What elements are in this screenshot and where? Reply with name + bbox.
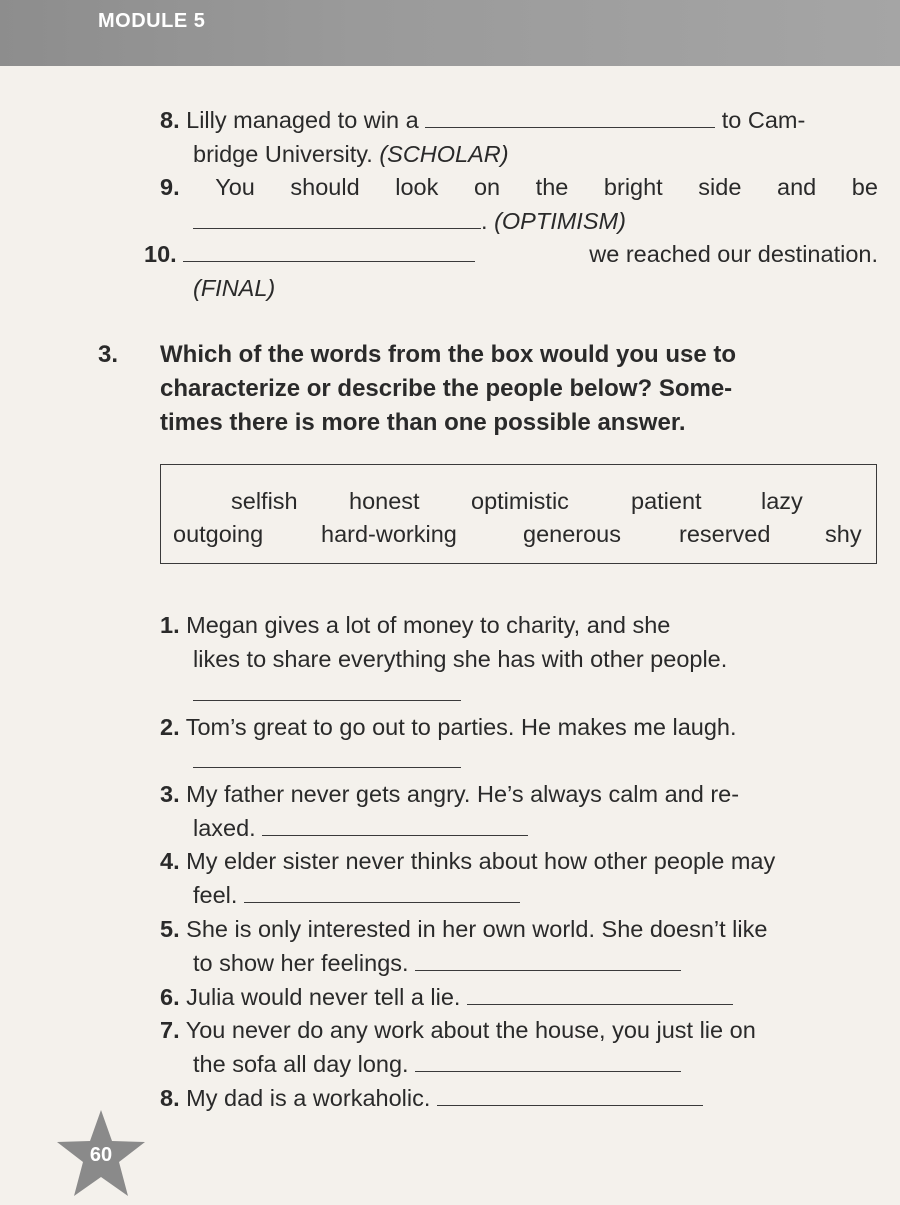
word-option: reserved <box>679 521 771 547</box>
word-option: outgoing <box>173 521 264 547</box>
word-option: hard-working <box>321 521 457 547</box>
answer-blank[interactable] <box>193 680 461 701</box>
word-option: lazy <box>761 488 803 514</box>
answer-blank[interactable] <box>193 747 461 768</box>
item-4-line2: feel. <box>193 881 520 909</box>
answer-blank[interactable] <box>262 815 528 836</box>
answer-blank[interactable] <box>415 950 681 971</box>
item-4-line1: 4. My elder sister never thinks about how other people may <box>160 848 776 874</box>
item-1-line2: likes to share everything she has with other people. <box>193 646 728 672</box>
word-option: optimistic <box>471 488 569 514</box>
task-heading-line3: times there is more than one possible answer. <box>160 409 686 436</box>
answer-blank[interactable] <box>425 107 715 128</box>
item-2-line1: 2. Tom’s great to go out to parties. He makes me laugh. <box>160 714 737 740</box>
item-7-line2: the sofa all day long. <box>193 1050 681 1078</box>
item-2-line2 <box>193 746 461 774</box>
prev-item-10-hint: (FINAL) <box>193 275 276 301</box>
item-3-line2: laxed. <box>193 814 528 842</box>
word-option: patient <box>631 488 702 514</box>
item-6-line1: 6. Julia would never tell a lie. <box>160 983 733 1011</box>
item-5-line2: to show her feelings. <box>193 949 681 977</box>
item-3-line1: 3. My father never gets angry. He’s always calm and re- <box>160 781 740 807</box>
item-7-line1: 7. You never do any work about the house, you just lie on <box>160 1017 756 1043</box>
word-option: shy <box>825 521 862 547</box>
word-option: generous <box>523 521 621 547</box>
prev-item-8-line1: 8. Lilly managed to win a to Cam- <box>160 107 806 133</box>
page-number-star <box>54 1108 148 1200</box>
answer-blank[interactable] <box>183 241 475 262</box>
item-1-line3 <box>193 679 461 707</box>
answer-blank[interactable] <box>467 984 733 1005</box>
page-number: 60 <box>89 1144 113 1166</box>
header-bar <box>0 0 900 66</box>
word-box <box>160 464 877 564</box>
task-heading-line2: characterize or describe the people below? Some- <box>160 375 733 402</box>
answer-blank[interactable] <box>437 1085 703 1106</box>
prev-item-10-line1: 10. we reached our destination. <box>144 241 878 267</box>
item-8-line1: 8. My dad is a workaholic. <box>160 1084 703 1112</box>
task-heading-line1: Which of the words from the box would you use to <box>160 341 736 368</box>
answer-blank[interactable] <box>415 1051 681 1072</box>
item-1-line1: 1. Megan gives a lot of money to charity, and she <box>160 612 671 638</box>
answer-blank[interactable] <box>193 208 481 229</box>
word-option: honest <box>349 488 420 514</box>
word-option: selfish <box>231 488 298 514</box>
task-number: 3. <box>98 341 119 368</box>
prev-item-9-line1: 9. You should look on the bright side and be <box>160 174 878 200</box>
prev-item-8-line2: bridge University. (SCHOLAR) <box>193 141 509 167</box>
item-5-line1: 5. She is only interested in her own world. She doesn’t like <box>160 916 768 942</box>
prev-item-9-line2: . (OPTIMISM) <box>193 207 626 235</box>
module-label: MODULE 5 <box>98 10 206 32</box>
answer-blank[interactable] <box>244 882 520 903</box>
